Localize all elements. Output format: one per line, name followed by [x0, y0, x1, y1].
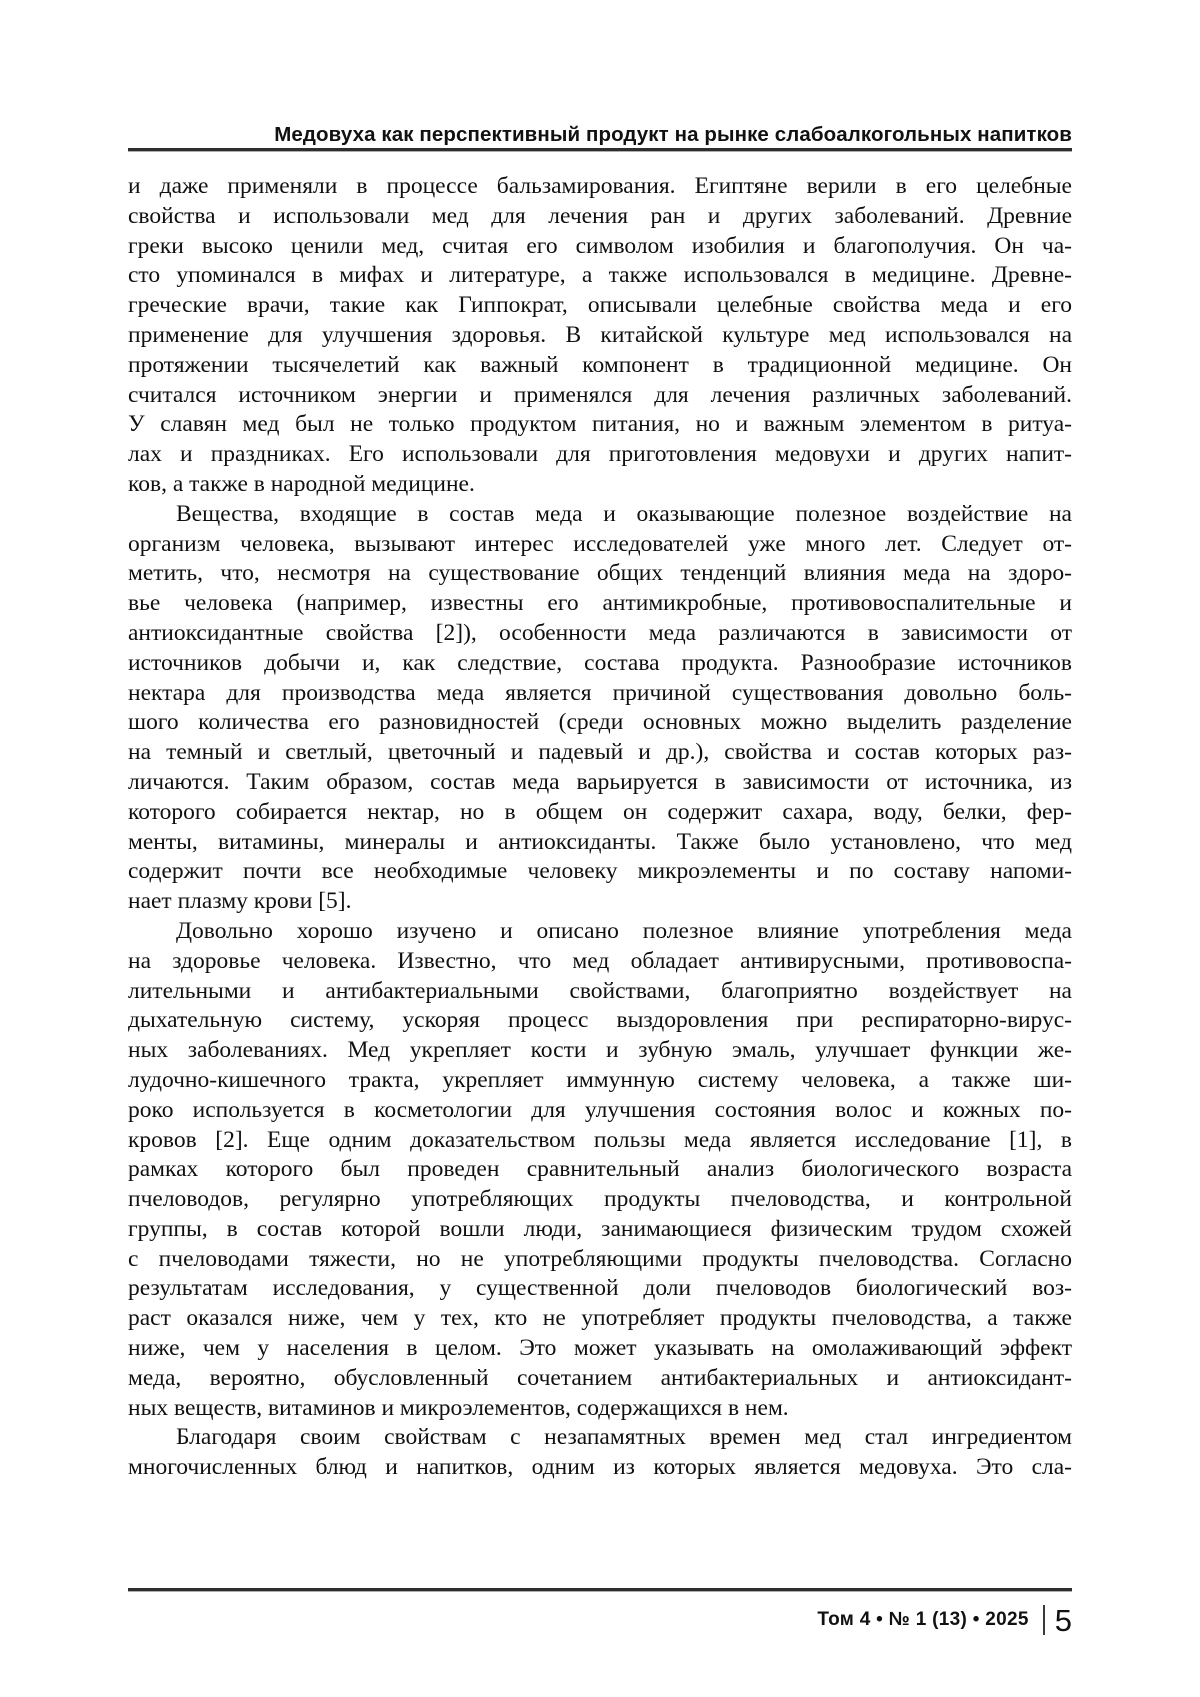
- text-line: греки высоко ценили мед, считая его символом изобилия и благополучия. Он ча-: [128, 232, 1072, 259]
- text-line: свойства и использовали мед для лечения ран и других заболеваний. Древние: [128, 202, 1072, 229]
- text-line: считался источником энергии и применялся для лечения различных заболеваний.: [128, 381, 1072, 408]
- text-line: ниже, чем у населения в целом. Это может указывать на омолаживающий эффект: [128, 1335, 1072, 1362]
- text-line: антиоксидантные свойства [2]), особенности меда различаются в зависимости от: [128, 619, 1072, 646]
- text-line: роко используется в косметологии для улучшения состояния волос и кожных по-: [128, 1096, 1072, 1123]
- page-number: 5: [1054, 1602, 1072, 1638]
- text-line: метить, что, несмотря на существование общих тенденций влияния меда на здоро-: [128, 560, 1072, 587]
- text-line: содержит почти все необходимые человеку микроэлементы и по составу напоми-: [128, 858, 1072, 885]
- header-rule: [128, 148, 1072, 152]
- text-line: источников добычи и, как следствие, состава продукта. Разнообразие источников: [128, 649, 1072, 676]
- text-line: кровов [2]. Еще одним доказательством пользы меда является исследование [1], в: [128, 1126, 1072, 1153]
- text-line: на темный и светлый, цветочный и падевый и др.), свойства и состав которых раз-: [128, 739, 1072, 766]
- text-line: с пчеловодами тяжести, но не употребляющими продукты пчеловодства. Согласно: [128, 1245, 1072, 1272]
- text-line: нает плазму крови [5].: [128, 888, 352, 915]
- footer-separator: [1043, 1605, 1045, 1635]
- running-head-title: Медовуха как перспективный продукт на рынке слабоалкогольных напитков: [274, 123, 1072, 146]
- text-line: нектара для производства меда является причиной существования довольно боль-: [128, 679, 1072, 706]
- text-line: личаются. Таким образом, состав меда варьируется в зависимости от источника, из: [128, 768, 1072, 795]
- text-line: рамках которого был проведен сравнительный анализ биологического возраста: [128, 1156, 1072, 1183]
- text-line: и даже применяли в процессе бальзамирования. Египтяне верили в его целебные: [128, 173, 1072, 199]
- text-line: ков, а также в народной медицине.: [128, 470, 475, 497]
- text-line: меда, вероятно, обусловленный сочетанием антибактериальных и антиоксидант-: [128, 1364, 1072, 1391]
- text-line: результатам исследования, у существенной доли пчеловодов биологический воз-: [128, 1275, 1072, 1302]
- text-line: Благодаря своим свойствам с незапамятных времен мед стал ингредиентом: [176, 1424, 1072, 1451]
- text-line: лительными и антибактериальными свойствами, благоприятно воздействует на: [128, 977, 1072, 1004]
- text-line: Довольно хорошо изучено и описано полезное влияние употребления меда: [176, 917, 1072, 944]
- text-line: У славян мед был не только продуктом питания, но и важным элементом в ритуа-: [128, 411, 1072, 438]
- text-line: дыхательную систему, ускоряя процесс выздоровления при респираторно-вирус-: [128, 1007, 1072, 1034]
- text-line: лах и праздниках. Его использовали для приготовления медовухи и других напит-: [128, 441, 1072, 468]
- text-line: организм человека, вызывают интерес исследователей уже много лет. Следует от-: [128, 530, 1072, 557]
- text-line: пчеловодов, регулярно употребляющих продукты пчеловодства, и контрольной: [128, 1186, 1072, 1213]
- text-line: менты, витамины, минералы и антиоксиданты. Также было установлено, что мед: [128, 828, 1072, 855]
- page-footer: [128, 1600, 1072, 1640]
- text-line: Вещества, входящие в состав меда и оказывающие полезное воздействие на: [176, 500, 1072, 527]
- text-line: вье человека (например, известны его антимикробные, противовоспалительные и: [128, 590, 1072, 617]
- text-line: греческие врачи, такие как Гиппократ, описывали целебные свойства меда и его: [128, 292, 1072, 319]
- text-line: лудочно-кишечного тракта, укрепляет иммунную систему человека, а также ши-: [128, 1066, 1072, 1093]
- volume-issue-info: Том 4 • № 1 (13) • 2025: [817, 1609, 1029, 1630]
- text-line: ных заболеваниях. Мед укрепляет кости и зубную эмаль, улучшает функции же-: [128, 1037, 1072, 1064]
- text-line: шого количества его разновидностей (среди основных можно выделить разделение: [128, 709, 1072, 736]
- text-line: ных веществ, витаминов и микроэлементов, содержащихся в нем.: [128, 1394, 789, 1421]
- text-line: применение для улучшения здоровья. В китайской культуре мед использовался на: [128, 321, 1072, 348]
- text-line: раст оказался ниже, чем у тех, кто не употребляет продукты пчеловодства, а также: [128, 1305, 1072, 1332]
- text-line: которого собирается нектар, но в общем он содержит сахара, воду, белки, фер-: [128, 798, 1072, 825]
- text-line: на здоровье человека. Известно, что мед обладает антивирусными, противовоспа-: [128, 947, 1072, 974]
- text-line: группы, в состав которой вошли люди, занимающиеся физическим трудом схожей: [128, 1215, 1072, 1242]
- footer-rule: [128, 1588, 1072, 1592]
- page-body: [128, 172, 1072, 1483]
- text-line: протяжении тысячелетий как важный компонент в традиционной медицине. Он: [128, 351, 1072, 378]
- text-line: многочисленных блюд и напитков, одним из которых является медовуха. Это сла-: [128, 1454, 1072, 1481]
- text-line: сто упоминался в мифах и литературе, а также использовался в медицине. Древне-: [128, 262, 1072, 289]
